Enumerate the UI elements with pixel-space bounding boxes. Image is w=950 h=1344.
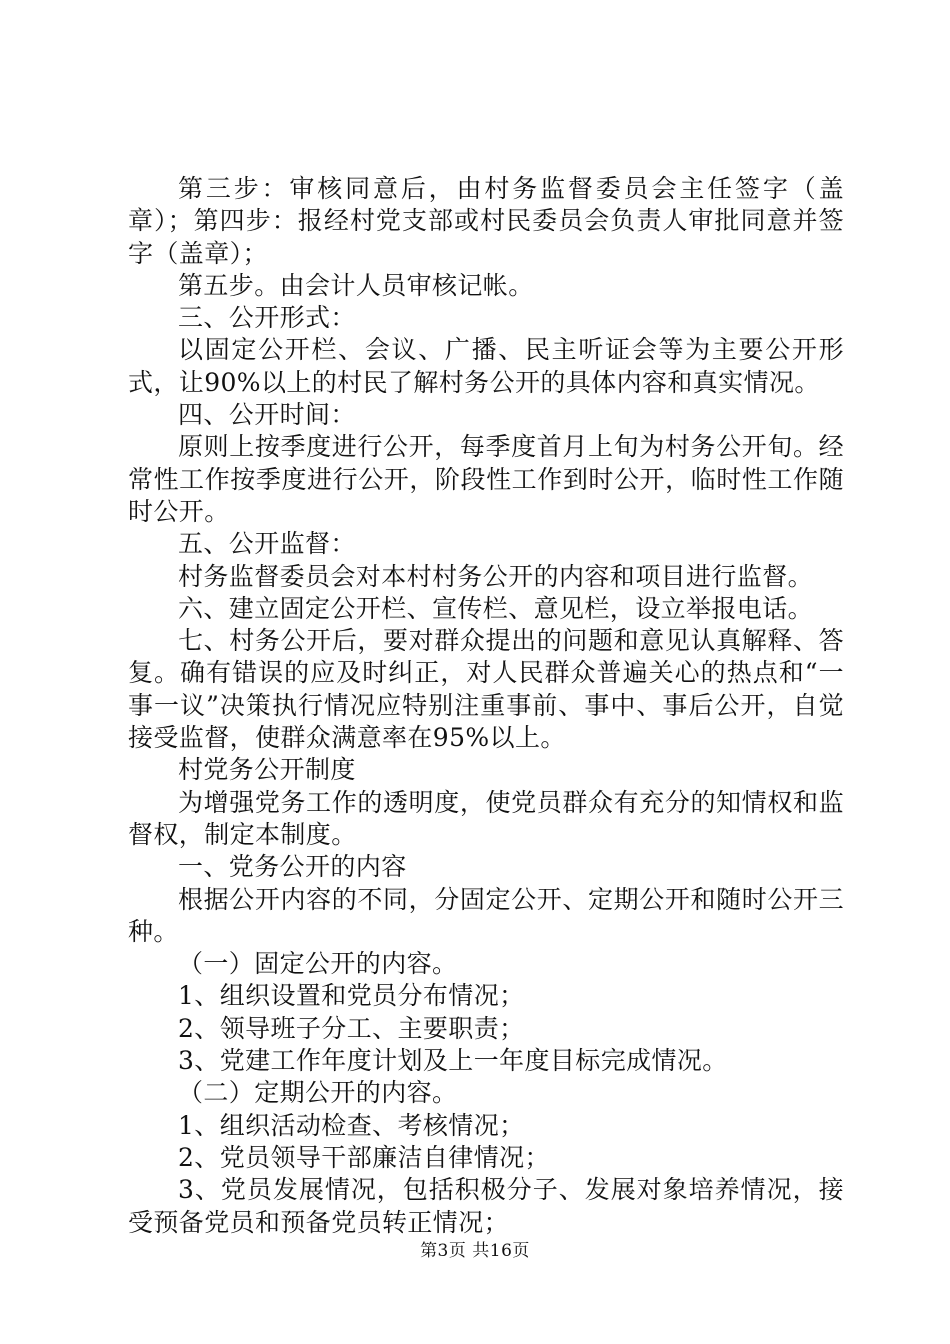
list-item: 3、党员发展情况，包括积极分子、发展对象培养情况，接受预备党员和预备党员转正情况；: [128, 1175, 844, 1237]
page-number: 第3页 共16页: [420, 1241, 530, 1261]
paragraph-publicity-time: 原则上按季度进行公开，每季度首月上旬为村务公开旬。经常性工作按季度进行公开，阶段性工作到时公开，临时性工作随时公开。: [128, 432, 844, 526]
list-item: 2、领导班子分工、主要职责；: [178, 1013, 525, 1043]
heading-party-content: 一、党务公开的内容: [178, 852, 407, 882]
subheading-periodic-publicity: （二）定期公开的内容。: [178, 1078, 458, 1108]
list-item: 1、组织活动检查、考核情况；: [178, 1110, 525, 1140]
list-item: 2、党员领导干部廉洁自律情况；: [178, 1142, 550, 1172]
paragraph-step5: 第五步。由会计人员审核记帐。: [178, 270, 534, 300]
list-item: 1、组织设置和党员分布情况；: [178, 981, 525, 1011]
section-title-party-affairs: 村党务公开制度: [178, 755, 356, 785]
paragraph-publicity-form: 以固定公开栏、会议、广播、民主听证会等为主要公开形式，让90%以上的村民了解村务公开的具体内容和真实情况。: [128, 335, 844, 397]
paragraph-party-intro: 为增强党务工作的透明度，使党员群众有充分的知情权和监督权，制定本制度。: [128, 787, 844, 849]
paragraph-item-six: 六、建立固定公开栏、宣传栏、意见栏，设立举报电话。: [178, 593, 814, 623]
paragraph-publicity-supervision: 村务监督委员会对本村村务公开的内容和项目进行监督。: [178, 561, 814, 591]
paragraph-item-seven: 七、村务公开后，要对群众提出的问题和意见认真解释、答复。确有错误的应及时纠正，对人民群众普遍关心的热点和“一事一议”决策执行情况应特别注重事前、事中、事后公开，自觉接受监督，使群众满意率在95%以上。: [128, 626, 844, 753]
heading-publicity-time: 四、公开时间：: [178, 400, 356, 430]
page-footer: [0, 1240, 950, 1262]
document-body: [128, 173, 844, 1239]
list-item: 3、党建工作年度计划及上一年度目标完成情况。: [178, 1046, 728, 1076]
paragraph-party-content: 根据公开内容的不同，分固定公开、定期公开和随时公开三种。: [128, 884, 844, 946]
paragraph-step3: 第三步：审核同意后，由村务监督委员会主任签字（盖章）；第四步：报经村党支部或村民委员会负责人审批同意并签字（盖章）；: [128, 174, 844, 268]
subheading-fixed-publicity: （一）固定公开的内容。: [178, 949, 458, 979]
heading-publicity-supervision: 五、公开监督：: [178, 529, 356, 559]
heading-publicity-form: 三、公开形式：: [178, 303, 356, 333]
